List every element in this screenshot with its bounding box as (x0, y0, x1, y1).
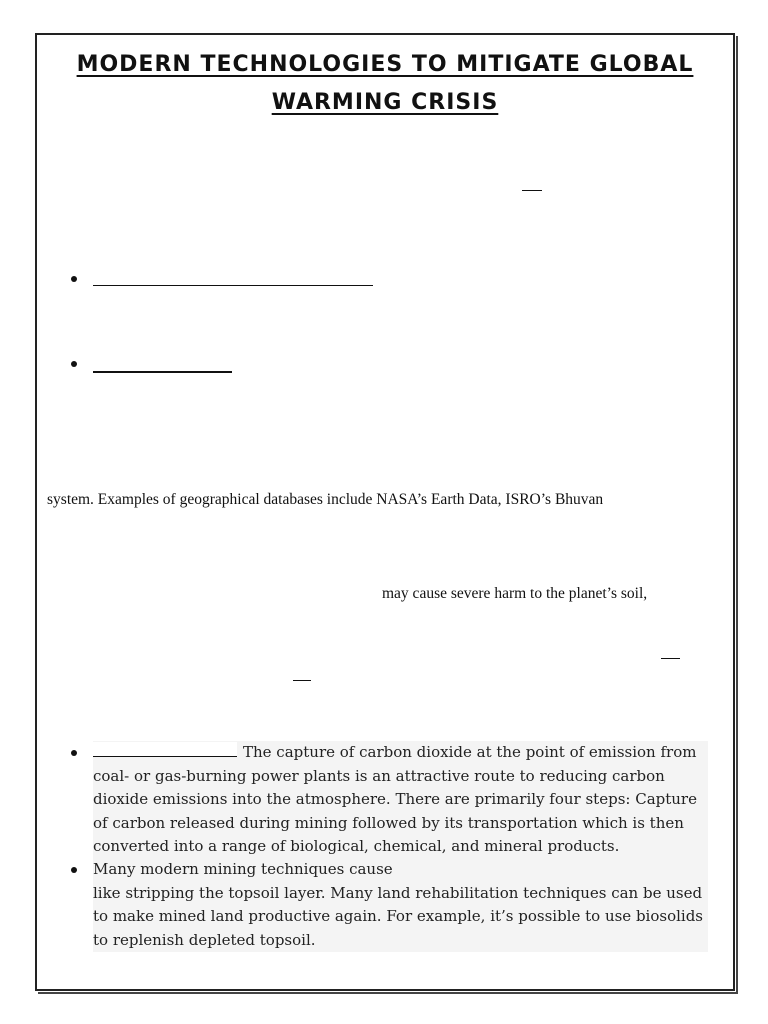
title-line-2: WARMING CRISIS (271, 90, 499, 115)
mining-paragraph (93, 858, 708, 952)
mining-text-1: Many modern mining techniques cause (93, 860, 393, 878)
em-dash-1 (522, 190, 542, 191)
harm-text: may cause severe harm to the planet’s soil, (382, 585, 648, 602)
bullet-2 (71, 361, 77, 367)
blank-line-2 (93, 371, 232, 373)
bullet-4 (71, 867, 77, 873)
carbon-capture-paragraph (93, 741, 708, 859)
em-dash-3 (293, 680, 311, 681)
bullet-1 (71, 276, 77, 282)
blank-line-1 (93, 285, 373, 286)
database-text: system. Examples of geographical databases include NASA’s Earth Data, ISRO’s Bhuvan (47, 491, 604, 508)
blank-line-3 (93, 742, 237, 757)
mining-text-2: like stripping the topsoil layer. Many land rehabilitation techniques can be used to make mined land productive again. For example, it’s possible to use biosolids to replenish depleted topsoil. (93, 883, 704, 949)
carbon-capture-text: The capture of carbon dioxide at the point of emission from coal- or gas-burning power plants is an attractive route to reducing carbon dioxide emissions into the atmosphere. There are primarily four steps: Capture of carbon released during mining followed by its transportation which is then converted into a range of biological, chemical, and mineral products. (93, 743, 697, 855)
document-title (60, 46, 710, 122)
bullet-3 (71, 750, 77, 756)
em-dash-2 (661, 658, 680, 659)
title-line-1: MODERN TECHNOLOGIES TO MITIGATE GLOBAL (76, 52, 694, 77)
